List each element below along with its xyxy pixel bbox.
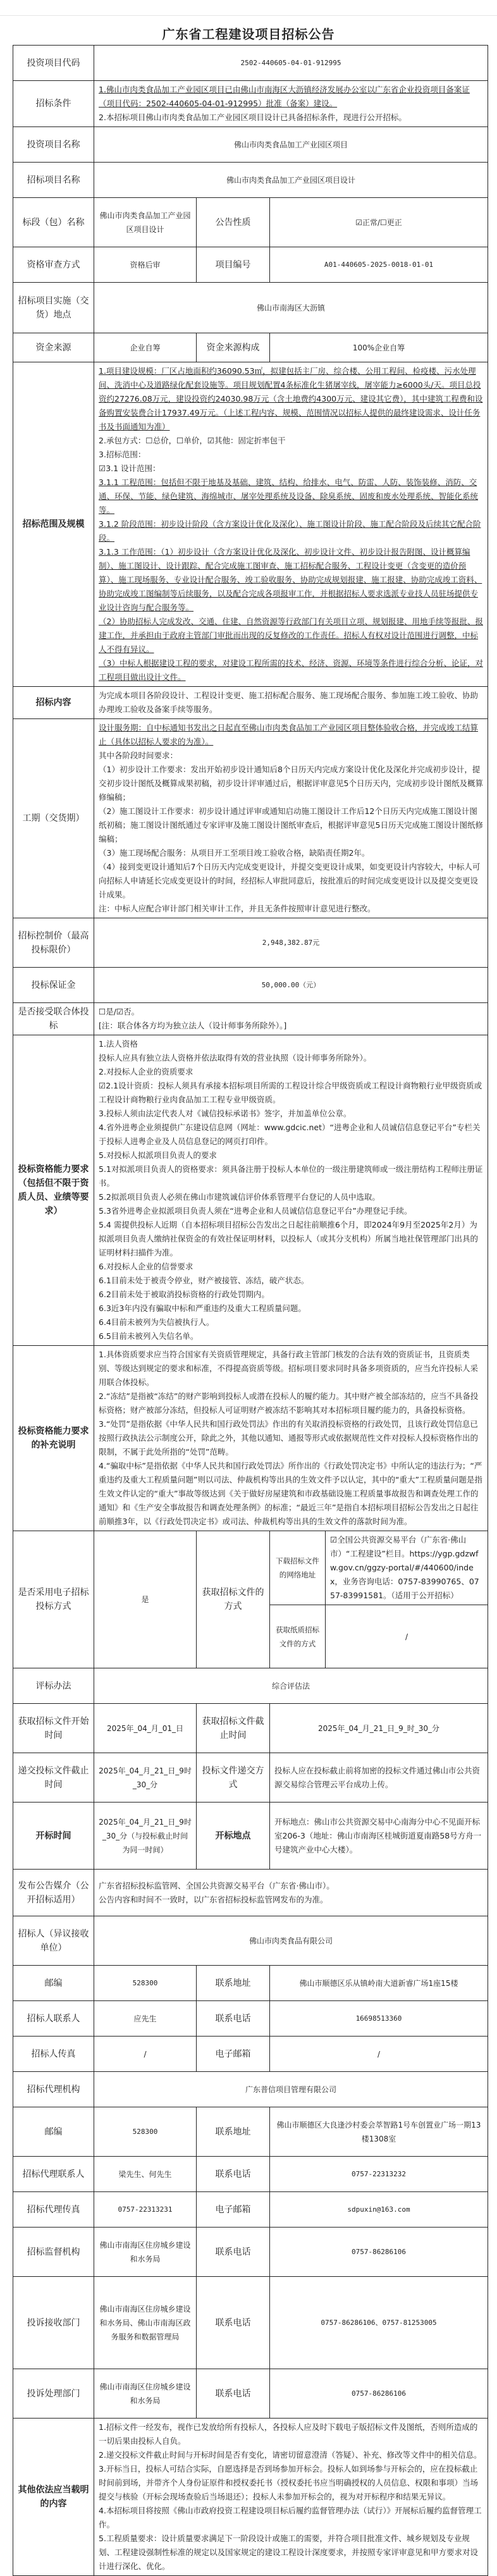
label: 资金来源 <box>13 333 94 362</box>
row-consortium <box>13 1003 488 1035</box>
label: 联系地址 <box>197 2107 270 2157</box>
label: 招标控制价（最高投标限价） <box>13 918 94 968</box>
label: 评标办法 <box>13 1668 94 1704</box>
row-review <box>13 247 488 283</box>
opening-place-value: 开标地点：佛山市公共资源交易中心南海分中心不见面开标室206-3（地址：佛山市南海区桂城街道夏南路58号方舟一号建筑产业中心大楼）。 <box>270 1803 488 1870</box>
text-line: 5.1对拟派项目负责人的资格要求：须具备注册于投标人本单位的一级注册建筑师或一级注册结构工程师注册证书。 <box>99 1164 483 1188</box>
tenderer-value: 佛山市肉类食品有限公司 <box>94 1916 488 1966</box>
row-media <box>13 1870 488 1916</box>
section-value: 佛山市肉类食品加工产业园区项目设计 <box>94 198 197 247</box>
text-line: 6.对投标人企业的信誉要求 <box>99 1262 193 1271</box>
row-tenderer-post <box>13 1966 488 2001</box>
deposit-value: 50,000.00（元） <box>94 968 488 1003</box>
row-tenderer-fax <box>13 2037 488 2072</box>
label: 招标人（异议接收单位） <box>13 1916 94 1966</box>
address-value: 佛山市顺德区乐从镇岭南大道新睿广场1座15楼 <box>270 1966 488 2001</box>
row-tender-name <box>13 163 488 198</box>
supplement-value <box>94 1346 488 1531</box>
label: 投诉接收部门 <box>13 2277 94 2369</box>
label: 联系电话 <box>197 2228 270 2277</box>
row-supplement <box>13 1346 488 1531</box>
label: 获取纸质招标文件的方式 <box>270 1605 326 1668</box>
label: 资格审查方式 <box>13 247 94 283</box>
project-code-value: 2502-440605-04-01-912995 <box>94 46 488 81</box>
label: 联系电话 <box>197 2277 270 2369</box>
label: 工期（交货期） <box>13 719 94 918</box>
text-line: 投标人应具有独立法人资格并依法取得有效的营业执照（设计师事务所除外）。 <box>99 1053 372 1063</box>
label: 投资项目代码 <box>13 46 94 81</box>
text-line: 1.佛山市肉类食品加工产业园区项目已由佛山市南海区大沥镇经济发展办公室以广东省企业投资项目备案证（项目代码：2502-440605-04-01-912995）批准（备案）建设。 <box>99 85 470 108</box>
label: 联系电话 <box>197 2369 270 2419</box>
address-value: 佛山市顺德区大良逢沙村委会萃智路1号车创置业广场一期13楼1308室 <box>270 2107 488 2157</box>
label: 联系电话 <box>197 2157 270 2192</box>
funding-composition-value: 100%企业自筹 <box>270 333 488 362</box>
label: 是否接受联合体投标 <box>13 1003 94 1035</box>
complaint-recv-value: 佛山市南海区住房城乡建设和水务局、佛山市南海区政务服务和数据管理局 <box>94 2277 197 2369</box>
obtain-start-value: 2025年_04_月_01_日 <box>94 1704 197 1753</box>
other-value <box>94 2419 488 2576</box>
label: 开标地点 <box>197 1803 270 1870</box>
row-supervision <box>13 2228 488 2277</box>
row-opening <box>13 1803 488 1870</box>
label: 招标项目实施（交货）地点 <box>13 283 94 333</box>
row-electronic <box>13 1531 488 1605</box>
location-value: 佛山市南海区大沥镇 <box>94 283 488 333</box>
conditions-value <box>94 81 488 127</box>
row-tenderer-contact <box>13 2001 488 2037</box>
text-line: （2）协助招标人完成发改、交通、住建、自然资源等行政部门有关项目立项、规划报建、用地手续等报批、报建工作，并承担由于政府主管部门审批而出现的反复修改的工作责任。招标人有权对设计范围进行调整，中标人不得有异议。 <box>99 617 483 654</box>
phone-value: 0757-86286106 <box>270 2369 488 2419</box>
email-value: / <box>270 2037 488 2072</box>
project-number-value: A01-440605-2025-0018-01-01 <box>270 247 488 283</box>
row-agency-contact <box>13 2157 488 2192</box>
row-submit <box>13 1753 488 1803</box>
row-content <box>13 687 488 719</box>
label: 联系电话 <box>197 2001 270 2037</box>
label: 招标监督机构 <box>13 2228 94 2277</box>
row-invest-name <box>13 127 488 163</box>
text-line: 3.“处罚”是指依据《中华人民共和国行政处罚法》作出的有关取消投标资格的行政处罚，且该行政处罚信息已按照行政执法公示制度公开，除此之外，其他以通知、通报等形式或依据规范性文件对投标人投标资格作出的限制，不属于此处所指的“处罚”范畴。 <box>99 1419 479 1457</box>
text-line: （1）初步设计工作要求：发出开始初步设计通知后8个日历天内完成方案设计优化及深化并完成初步设计，提交初步设计图纸及概算成果初稿，初步设计评审通过后，根据评审意见5个日历天内，完成初步设计图纸及概算修编稿； <box>99 765 483 802</box>
phone-value: 0757-86286106、0757-81253005 <box>270 2277 488 2369</box>
row-project-code <box>13 46 488 81</box>
label: 招标人联系人 <box>13 2001 94 2037</box>
text-line: 1.法人资格 <box>99 1039 138 1049</box>
text-line: 1.招标文件一经发布，视作已发放给所有投标人，各投标人应及时下载电子版招标文件及图纸，否则所造成的一切后果由投标人自负。 <box>99 2422 478 2446</box>
label: 标段（包）名称 <box>13 198 94 247</box>
review-value: 资格后审 <box>94 247 197 283</box>
consortium-value <box>94 1003 488 1035</box>
text-line: 3.招标范围： <box>99 450 146 459</box>
label: 其他依法应当载明的内容 <box>13 2419 94 2576</box>
text-line: 3.投标人须由法定代表人对《诚信投标承诺书》签字，并加盖单位公章。 <box>99 1109 352 1118</box>
text-line: ☑3.1 设计范围： <box>99 464 161 473</box>
control-price-value: 2,948,382.87元 <box>94 918 488 968</box>
opening-time-value: 2025年_04_月_21_日_9时_30_分（与投标截止时间为同一时间） <box>94 1803 197 1870</box>
label: 招标代理机构 <box>13 2072 94 2107</box>
label: 投标保证金 <box>13 968 94 1003</box>
row-complaint-recv <box>13 2277 488 2369</box>
label: 投标资格能力要求（包括但不限于资质人员、业绩等要求） <box>13 1035 94 1346</box>
text-line: 6.3近3年内没有骗取中标和严重违约及重大工程质量问题。 <box>99 1303 306 1313</box>
content-value: 为完成本项目各阶段设计、工程设计变更、施工招标配合服务、施工现场配合服务、参加施工竣工验收、协助办理竣工验收及备案手续等服务。 <box>94 687 488 719</box>
obtain-end-value: 2025年_04_月_21_日_9_时_30_分 <box>270 1704 488 1753</box>
text-line: 公告内容和时间不一致时，以广东省招标投标监管网发布的为准。 <box>99 1894 328 1904</box>
tender-name-value: 佛山市肉类食品加工产业园区项目设计 <box>94 163 488 198</box>
period-value <box>94 719 488 918</box>
download-address-value[interactable]: ☑全国公共资源交易平台（广东省·佛山市）“工程建设”栏目。https://ygp.gdzwfw.gov.cn/ggzy-portal/#/440600/index，业务咨询电话：0757-83990765、0757-83991581。（适用于公开招标） <box>326 1531 488 1605</box>
text-line: ☐是/☑否。 <box>99 1007 140 1016</box>
phone-value: 0757-86286106 <box>270 2228 488 2277</box>
text-line: 3.1.1 工程范围：包括但不限于地基及基础、建筑、结构、给排水、电气、防雷、人防、装饰装修、消防、交通、环保、节能、绿色建筑、海绵城市、屠宰处理系统及设备、除臭系统、固废和废水处理系统、智能化系统等。 <box>99 478 479 515</box>
label: 发布公告媒介（公开招标适用） <box>13 1870 94 1916</box>
text-line: 广东省招标投标监管网、全国公共资源交易平台（广东省·佛山市）。 <box>99 1880 334 1890</box>
row-complaint-handle <box>13 2369 488 2419</box>
text-line: 5.对投标人拟派项目负责人的要求 <box>99 1150 217 1160</box>
text-line: 5.2拟派项目负责人必须在佛山市建筑诚信评价体系管理平台登记的人员中选取。 <box>99 1192 380 1202</box>
text-line: （3）施工现场配合服务：从项目开工至项目竣工验收合格，缺陷责任期2年。 <box>99 848 370 858</box>
row-agency-post <box>13 2107 488 2157</box>
phone-value: 0757-22313232 <box>270 2157 488 2192</box>
label: 招标项目名称 <box>13 163 94 198</box>
row-period <box>13 719 488 918</box>
text-line: 6.2目前未处于被取消投标资格的行政处罚期内。 <box>99 1290 269 1299</box>
page-title: 广东省工程建设项目招标公告 <box>162 27 335 42</box>
text-line: 4.本招标项目将按照《佛山市政府投资工程建设项目标后履约监督管理办法（试行）》开展标后履约监督管理工作。 <box>99 2506 482 2529</box>
row-conditions <box>13 81 488 127</box>
text-line: 4.省外进粤企业须提供广东建设信息网（网址：www.gdcic.net）“进粤企业和人员诚信信息登记平台”专栏关于投标人进粤企业及人员信息登记的网页打印件。 <box>99 1123 481 1146</box>
contact-value: 梁先生、何先生 <box>94 2157 197 2192</box>
label: 项目编号 <box>197 247 270 283</box>
text-line: 3.1.3 工作范围：（1）初步设计（含方案设计优化及深化、初步设计文件、初步设计报告附图、设计概算编制）、施工图设计、设计跟踪、配合完成施工图审查、施工招标配合服务、工程设计变更（含变更的造价预算）、施工现场服务、专业设计配合服务、竣工验收服务、协助完成规划报建、施工报建、协助完成竣工资料、协助完成竣工图编制等后续服务，以及配合完成各项报审工作，并根据招标人要求选派专业技人员驻场提供专业设计咨询与配合服务等。 <box>99 547 482 612</box>
label: 联系地址 <box>197 1966 270 2001</box>
text-line: [注：联合体各方均为独立法人（设计师事务所除外）。] <box>99 1021 287 1030</box>
submit-method-value: 投标人应在投标截止前将加密的投标文件通过佛山市公共资源交易综合管理云平台成功上传。 <box>270 1753 488 1803</box>
row-obtain <box>13 1704 488 1753</box>
row-tenderer <box>13 1916 488 1966</box>
row-agency-fax <box>13 2192 488 2228</box>
row-agency <box>13 2072 488 2107</box>
scope-value <box>94 362 488 687</box>
text-line: 2.递交投标文件截止时间与开标时间是否有变化，请密切留意澄清（答疑）、补充、修改等文件中的相关信息。 <box>99 2450 482 2460</box>
funding-value: 企业自筹 <box>94 333 197 362</box>
row-other <box>13 2419 488 2576</box>
fax-value: / <box>94 2037 197 2072</box>
label: 招标代理传真 <box>13 2192 94 2228</box>
label: 资金来源构成 <box>197 333 270 362</box>
text-line: 2.本招标项目佛山市肉类食品加工产业园区项目设计已具备招标条件，现进行公开招标。 <box>99 113 407 122</box>
row-control-price <box>13 918 488 968</box>
submit-deadline-value: 2025年_04_月_21_日_9时_30_分 <box>94 1753 197 1803</box>
text-line: 设计服务期：自中标通知书发出之日起直至佛山市肉类食品加工产业园区项目整体验收合格，并完成竣工结算止（具体以招标人要求的为准）。 <box>99 723 479 746</box>
text-line: 5.工程质量要求：设计质量要求满足下一阶段设计或施工的需要，并符合项目批准文件、城乡规划及专业规划、工程建设强制性标准的规定以及国家规定的建设工程设计深度要求，并按照专家评审意见和甲方要求对设计进行深化、优化。 <box>99 2534 479 2571</box>
text-line: 2.承包方式：☐总价，☐单价，☑其他：固定折率包干 <box>99 436 286 445</box>
label: 邮编 <box>13 1966 94 2001</box>
label: 招标代理联系人 <box>13 2157 94 2192</box>
agency-value: 广东普信项目管理有限公司 <box>94 2072 488 2107</box>
text-line: 其中各阶段时间要求： <box>99 751 178 760</box>
text-line: 3.开标当日，投标人可结合实际，自愿选择是否到场参加开标会。投标人如到场参与开标会的，应在投标截止时间前到场，并带齐个人身份证原件和授权委托书（授权委托书应当明确授权的人员信息、权限和事项）当场提交与核验（开标会现场查验后当场退还）；投标人未参加开标会的，视为对开标程序和结果无异议。 <box>99 2464 479 2501</box>
text-line: 注：中标人应配合审计部门相关审计工作，并且无条件按照审计意见进行整改。 <box>99 904 376 913</box>
label: 招标人传真 <box>13 2037 94 2072</box>
label: 是否采用电子招标投标方式 <box>13 1531 94 1668</box>
label: 递交投标文件截止时间 <box>13 1753 94 1803</box>
row-evaluation <box>13 1668 488 1704</box>
row-funding <box>13 333 488 362</box>
postcode-value: 528300 <box>94 1966 197 2001</box>
text-line: 4.“骗取中标”是指依据《中华人民共和国行政处罚法》所作出的《行政处罚决定书》中所认定的违法行为；“严重违约及重大工程质量问题”则以司法、仲裁机构等出具的生效文件予以认定，其中的“重大”工程质量问题是指生效文件认定的“重大”事故等级达到《关于做好房屋建筑和市政基础设施工程质量事故报告和调查处理工作的通知》和《生产安全事故报告和调查处理条例》的标准；“最近三年”是指自本招标项目招标公告发出之日起往前顺推3年，以《行政处罚决定书》或司法、仲裁机构等出具的生效文件的落款时间为准。 <box>99 1461 482 1526</box>
label: 开标时间 <box>13 1803 94 1870</box>
supervision-value: 佛山市南海区住房城乡建设和水务局 <box>94 2228 197 2277</box>
label: 电子邮箱 <box>197 2037 270 2072</box>
contact-value: 应先生 <box>94 2001 197 2037</box>
label: 招标条件 <box>13 81 94 127</box>
text-line: 3.1.2 阶段范围：初步设计阶段（含方案设计优化及深化）、施工图设计阶段、施工配合阶段及后续其它配合阶段。 <box>99 519 481 543</box>
media-value <box>94 1870 488 1916</box>
text-line: （2）施工图设计工作要求：初步设计通过评审或通知启动施工图设计工作后12个日历天内完成施工图设计图纸初稿；施工图设计图纸通过专家评审及施工图设计图纸审查后，根据评审意见5日历天完成施工图设计图纸修编稿； <box>99 806 483 844</box>
text-line: （4）接到变更设计通知后7个日历天内完成变更设计，并提交变更设计成果，如变更设计内容较大，中标人可向招标人申请延长完成变更设计的时间，经招标人审批同意后，按批准后的时间完成变更设计以及提交变更设计成果。 <box>99 862 481 899</box>
label: 投标资格能力要求的补充说明 <box>13 1346 94 1531</box>
label: 下载招标文件的网络地址 <box>270 1531 326 1605</box>
row-scope <box>13 362 488 687</box>
text-line: 1.具体资质要求应当符合国家有关资质管理规定，具备行政主管部门核发的合法有效的资质证书，且资质类别、等级达到规定的要求和标准，不得提高资质等级。招标项目要求同时具备多项资质的，应当允许投标人采用联合体投标。 <box>99 1350 479 1387</box>
evaluation-value: 综合评估法 <box>94 1668 488 1704</box>
row-location <box>13 283 488 333</box>
label: 招标内容 <box>13 687 94 719</box>
label: 投标文件递交方式 <box>197 1753 270 1803</box>
phone-value: 16698513360 <box>270 2001 488 2037</box>
qualification-value <box>94 1035 488 1346</box>
label: 投诉处理部门 <box>13 2369 94 2419</box>
paper-value: / <box>326 1605 488 1668</box>
text-line: （3）中标人根据建设工程的要求，对建设工程所需的技术、经济、资源、环境等条件进行综合分析、论证，对工程项目做出设计文件。 <box>99 658 483 682</box>
label: 公告性质 <box>197 198 270 247</box>
label: 电子邮箱 <box>197 2192 270 2228</box>
text-line: 5.4 需提供投标人近期（自本招标项目招标公告发出之日起往前顺推6个月，即2024年9月至2025年2月）为拟派项目负责人缴纳社保资金的有效社保证明材料，以投标人（或其分支机构）所属当地社保管理部门出具的证明材料扫描件为准。 <box>99 1220 479 1257</box>
invest-name-value: 佛山市肉类食品加工产业园区项目 <box>94 127 488 163</box>
text-line: 5.3省外进粤企业拟派项目负责人须在“进粤企业和人员诚信信息登记平台”办理登记手续。 <box>99 1206 412 1216</box>
text-line: 1.项目建设规模：厂区占地面积约36090.53㎡，拟建包括主厂房、综合楼、公用工程间、检疫楼、污水处理间、洗消中心及道路绿化配套设施等。项目规划配置4条标准化生猪屠宰线，屠宰能力≥6000头/天。项目总投资约27276.08万元，建设投资约24030.98万元（含土地费约4300万元、建设其它费），其中建筑工程费和设备购置安装费合计17937.49万元。（上述工程内容、规模、范围情况以招标人提供的最终建设需求、设计任务书及书面通知为准） <box>99 366 483 431</box>
text-line: ☑2.1设计资质：投标人须具有承接本招标项目所需的工程设计综合甲级资质或工程设计商物粮行业甲级资质或工程设计商物粮行业肉食品加工工程专业甲级资质。 <box>99 1081 482 1104</box>
label: 招标范围及规模 <box>13 362 94 687</box>
label: 邮编 <box>13 2107 94 2157</box>
row-qualification <box>13 1035 488 1346</box>
row-section <box>13 198 488 247</box>
text-line: 6.4目前未被列为失信被执行人。 <box>99 1317 214 1327</box>
notice-type-value: ☑正常/☐更正 <box>270 198 488 247</box>
fax-value: 0757-22313231 <box>94 2192 197 2228</box>
text-line: 6.5目前未被列入失信名单。 <box>99 1331 199 1341</box>
text-line: 6.1目前未处于被责令停业，财产被接管、冻结，破产状态。 <box>99 1276 309 1285</box>
label: 获取招标文件开始时间 <box>13 1704 94 1753</box>
text-line: 2.对投标人企业的资质要求 <box>99 1067 193 1076</box>
complaint-handle-value: 佛山市南海区住房城乡建设和水务局 <box>94 2369 197 2419</box>
electronic-value: 是 <box>94 1531 197 1668</box>
notice-table <box>13 45 488 2576</box>
label: 获取招标文件的方式 <box>197 1531 270 1668</box>
top-bar <box>0 0 497 16</box>
postcode-value: 528300 <box>94 2107 197 2157</box>
text-line: 2.“冻结”是指被“冻结”的财产影响到投标人或潜在投标人的履约能力。其中财产被全部冻结的，应当不具备投标资格；财产被部分冻结，但投标人可证明财产被冻结不影响其对本招标项目履约能力的，具备投标资格。 <box>99 1391 479 1415</box>
label: 获取招标文件截止时间 <box>197 1704 270 1753</box>
email-value[interactable]: sdpuxin@163.com <box>270 2192 488 2228</box>
label: 投资项目名称 <box>13 127 94 163</box>
row-deposit <box>13 968 488 1003</box>
